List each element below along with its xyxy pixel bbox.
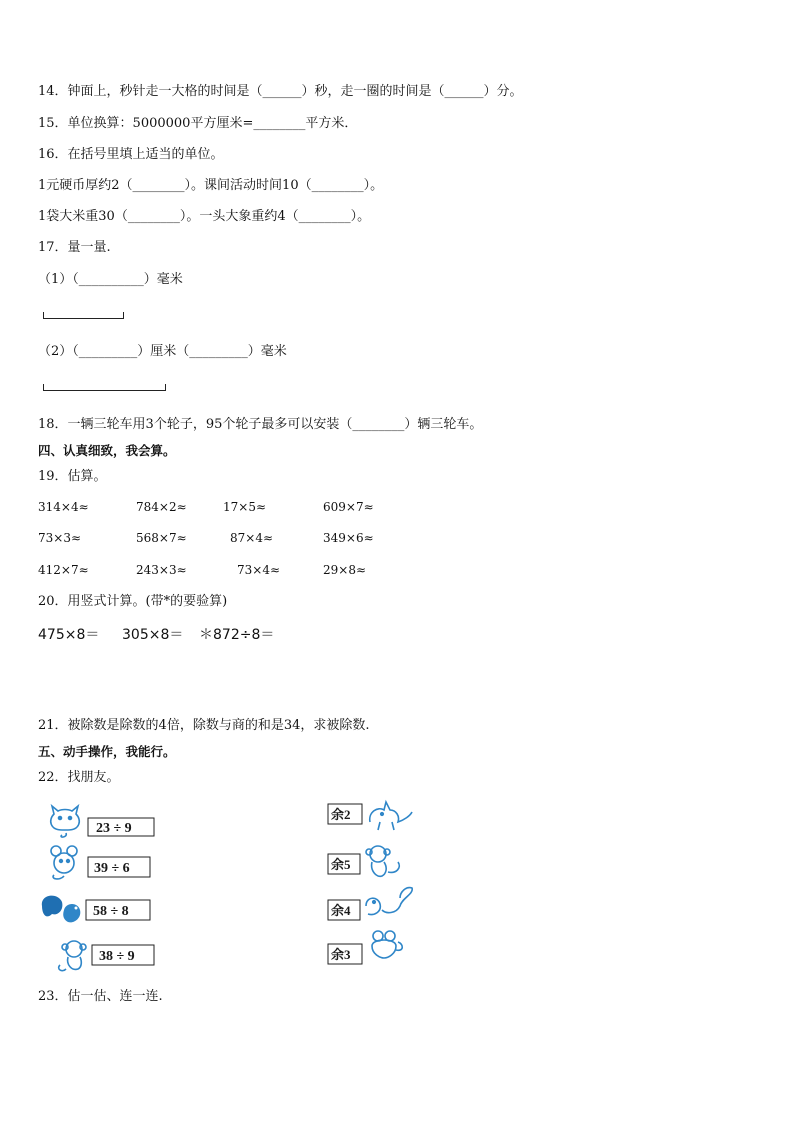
question-16: 16．在括号里填上适当的单位。 [38, 147, 224, 162]
remainder-card[interactable] [326, 798, 418, 834]
question-16-line-b: 1袋大米重30（________）。一头大象重约4（________）。 [38, 209, 371, 224]
estimate-item: 784×2≈ [136, 500, 187, 514]
division-expression: 23 ÷ 9 [96, 821, 132, 836]
mouse-icon [51, 846, 77, 879]
question-19: 19．估算。 [38, 469, 107, 484]
estimate-item: 17×5≈ [223, 500, 267, 514]
squirrel-icon [366, 888, 412, 915]
question-20: 20．用竖式计算。(带*的要验算) [38, 594, 228, 609]
question-14: 14．钟面上，秒针走一大格的时间是（______）秒，走一圈的时间是（______）分。 [38, 84, 523, 99]
estimate-item: 243×3≈ [136, 563, 187, 577]
vertical-calc-item: 475×8＝ [38, 627, 100, 643]
estimate-item: 609×7≈ [323, 500, 374, 514]
division-card[interactable] [40, 800, 160, 840]
cat-icon [370, 802, 412, 830]
vertical-calc-item: ＊872÷8＝ [199, 627, 275, 643]
monkey-icon [366, 846, 399, 876]
remainder-label: 余2 [331, 807, 351, 822]
division-expression: 58 ÷ 8 [93, 904, 129, 919]
estimate-item: 29×8≈ [323, 563, 367, 577]
question-15: 15．单位换算：5000000平方厘米=________平方米． [38, 116, 358, 131]
remainder-label: 余3 [331, 947, 351, 962]
remainder-card[interactable] [326, 884, 418, 924]
estimate-item: 314×4≈ [38, 500, 89, 514]
estimate-item: 87×4≈ [230, 531, 274, 545]
estimate-item: 349×6≈ [323, 531, 374, 545]
estimate-item: 412×7≈ [38, 563, 89, 577]
ruler-segment-1 [43, 312, 124, 319]
question-17: 17．量一量. [38, 240, 111, 255]
section-4-heading: 四、认真细致，我会算。 [38, 443, 176, 458]
estimate-item: 568×7≈ [136, 531, 187, 545]
ruler-segment-2 [43, 384, 166, 391]
question-21: 21．被除数是除数的4倍，除数与商的和是34，求被除数. [38, 718, 370, 733]
question-18: 18．一辆三轮车用3个轮子，95个轮子最多可以安装（________）辆三轮车。 [38, 417, 483, 432]
division-card[interactable] [52, 935, 162, 975]
question-22: 22．找朋友。 [38, 770, 120, 785]
mouse-icon [372, 931, 402, 958]
estimate-item: 73×4≈ [237, 563, 281, 577]
section-5-heading: 五、动手操作，我能行。 [38, 744, 176, 759]
cat-icon [51, 806, 80, 837]
remainder-card[interactable] [326, 842, 418, 882]
remainder-card[interactable] [326, 928, 418, 968]
division-expression: 39 ÷ 6 [94, 861, 130, 876]
estimate-item: 73×3≈ [38, 531, 82, 545]
question-17-part-1: （1）（__________）毫米 [38, 272, 183, 287]
remainder-label: 余4 [331, 903, 351, 918]
division-card[interactable] [40, 843, 160, 883]
question-17-part-2: （2）（_________）厘米（_________）毫米 [38, 344, 287, 359]
squirrel-icon [42, 896, 80, 923]
remainder-label: 余5 [331, 857, 351, 872]
monkey-icon [59, 941, 86, 971]
division-expression: 38 ÷ 9 [99, 949, 135, 964]
question-16-line-a: 1元硬币厚约2（________）。课间活动时间10（________）。 [38, 178, 384, 193]
vertical-calc-item: 305×8＝ [122, 627, 184, 643]
division-card[interactable] [38, 890, 158, 930]
question-23: 23．估一估、连一连. [38, 989, 163, 1004]
